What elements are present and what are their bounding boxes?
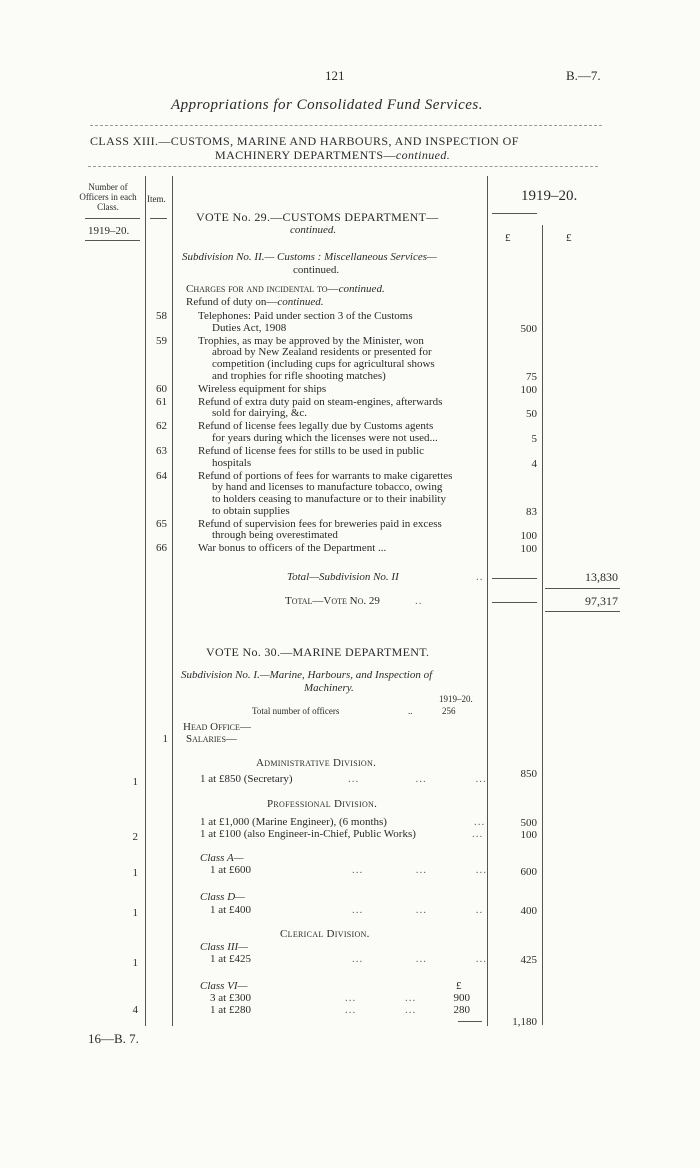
officer-count: 1	[132, 957, 138, 969]
page-title: Appropriations for Consolidated Fund Services.	[171, 97, 484, 113]
item-number: 59	[156, 334, 167, 347]
officer-count: 1	[132, 776, 138, 788]
item-description-line: competition (including cups for agricultural shows	[212, 357, 435, 370]
footer-signature: 16—B. 7.	[88, 1031, 139, 1046]
rule	[492, 213, 537, 214]
salary-amount: 400	[520, 905, 537, 917]
divider	[90, 125, 602, 126]
item-description-line: hospitals	[212, 456, 252, 469]
professional-division: Professional Division.	[267, 798, 378, 810]
item-number: 64	[156, 469, 167, 482]
leader-dots: ... ... ...	[348, 773, 487, 785]
item-description-line: by hand and licenses to manufacture tobacco, owing	[212, 481, 443, 494]
vote30-subdivision-cont: Machinery.	[304, 682, 354, 694]
column-rule	[145, 176, 146, 1026]
salary-line: 1 at £100 (also Engineer-in-Chief, Public Works)	[200, 828, 416, 840]
salary-subamount: 900	[453, 992, 470, 1004]
column-rule	[172, 176, 173, 1026]
salary-subamount: 280	[453, 1004, 470, 1016]
salary-line: 1 at £400	[210, 904, 251, 916]
class-vi-label: Class VI—	[200, 980, 248, 992]
item-description-line: Refund of supervision fees for breweries paid in excess	[198, 517, 442, 530]
salary-line: 1 at £425	[210, 953, 251, 965]
leader-dots: ... ... ..	[352, 904, 484, 916]
item-amount: 100	[520, 530, 537, 543]
leader-dots: ..	[408, 706, 413, 716]
item-description-line: Refund of portions of fees for warrants to make cigarettes	[198, 469, 453, 482]
leader-dots: ..	[415, 595, 423, 607]
rule	[545, 588, 620, 589]
officers-total-label: Total number of officers	[252, 706, 340, 716]
salary-amount: 425	[520, 954, 537, 966]
salaries-heading: Salaries—	[186, 733, 237, 745]
class-iii-label: Class III—	[200, 941, 248, 953]
salary-amount: 850	[520, 768, 537, 780]
item-amount: 100	[520, 383, 537, 396]
salary-line: 3 at £300	[210, 992, 251, 1004]
class-a-label: Class A—	[200, 852, 244, 864]
item-description-line: Telephones: Paid under section 3 of the Customs	[198, 310, 413, 322]
money-column-year: 1919–20.	[521, 188, 578, 204]
item-description-line: to obtain supplies	[212, 504, 290, 517]
pound-sign: £	[566, 232, 572, 244]
refund-heading: Refund of duty on—continued.	[186, 296, 324, 308]
item-amount: 83	[526, 505, 537, 518]
leader-dots: ... ...	[345, 1004, 417, 1016]
item-description-line: Wireless equipment for ships	[198, 382, 327, 395]
total-vote-amount: 97,317	[585, 594, 618, 608]
item-description-line: through being overestimated	[212, 529, 338, 542]
salary-line: 1 at £850 (Secretary)	[200, 773, 293, 785]
rule	[492, 602, 537, 603]
item-description-line: Trophies, as may be approved by the Minister, won	[198, 334, 424, 347]
total-vote-label: Total—Vote No. 29	[285, 595, 380, 607]
page-number: 121	[325, 68, 345, 83]
column-rule	[542, 225, 543, 1025]
officers-column-header: Number of Officers in each Class.	[79, 182, 137, 212]
head-office-heading: Head Office—	[183, 721, 251, 733]
item-number: 60	[156, 382, 167, 395]
charges-heading: Charges for and incidental to—continued.	[186, 283, 385, 295]
salary-amount: 500	[520, 817, 537, 829]
officer-count: 1	[132, 867, 138, 879]
administrative-division: Administrative Division.	[256, 757, 377, 769]
rule	[545, 611, 620, 612]
total-subdivision-label: Total—Subdivision No. II	[287, 571, 399, 583]
officers-year-small: 1919–20.	[439, 694, 473, 704]
leader-dots: ..	[476, 571, 484, 583]
item-number: 65	[156, 517, 167, 530]
salary-amount: 600	[520, 866, 537, 878]
item-number: 58	[156, 310, 167, 322]
vote29-continued: continued.	[290, 224, 337, 236]
item-number: 63	[156, 445, 167, 458]
rule	[492, 578, 537, 579]
divider	[88, 166, 598, 167]
item-amount: 50	[526, 408, 537, 421]
vote29-subdivision: Subdivision No. II.— Customs : Miscellaneous Services—	[182, 251, 437, 263]
item-description-line: Duties Act, 1908	[212, 321, 287, 334]
leader-dots: ...	[474, 816, 486, 828]
salary-amount: 100	[520, 829, 537, 841]
officers-total-count: 256	[442, 706, 456, 716]
salary-line: 1 at £280	[210, 1004, 251, 1016]
item-column-header: Item.	[147, 194, 166, 204]
officers-year: 1919–20.	[88, 225, 130, 237]
item-description-line: to holders ceasing to manufacture or to their inability	[212, 493, 446, 505]
class-heading-line2: MACHINERY DEPARTMENTS—continued.	[215, 148, 451, 162]
clerical-division: Clerical Division.	[280, 928, 370, 940]
officer-count: 2	[132, 831, 138, 843]
item-number: 61	[156, 395, 167, 408]
rule	[150, 218, 167, 219]
item-description-line: for years during which the licenses were not used...	[212, 432, 438, 444]
officer-count: 1	[132, 907, 138, 919]
document-reference: B.—7.	[566, 68, 601, 83]
item-number: 1	[162, 733, 168, 745]
item-description-line: War bonus to officers of the Department ...	[198, 542, 387, 555]
item-description-line: Refund of license fees for stills to be used in public	[198, 445, 425, 458]
officer-count: 4	[132, 1004, 138, 1016]
leader-dots: ... ...	[345, 992, 417, 1004]
item-amount: 100	[520, 543, 537, 556]
item-description-line: Refund of extra duty paid on steam-engines, afterwards	[198, 395, 443, 408]
vote29-title: VOTE No. 29.—CUSTOMS DEPARTMENT—	[196, 210, 439, 224]
item-amount: 4	[531, 457, 537, 470]
item-number: 66	[156, 542, 167, 555]
item-description-line: abroad by New Zealand residents or presented for	[212, 346, 432, 359]
vote30-subdivision: Subdivision No. I.—Marine, Harbours, and Inspection of	[181, 669, 433, 681]
vote29-subdivision-continued: continued.	[293, 264, 340, 276]
salary-line: 1 at £600	[210, 864, 251, 876]
rule	[85, 240, 140, 241]
class-heading-line1: CLASS XIII.—CUSTOMS, MARINE AND HARBOURS, AND INSPECTION OF	[90, 134, 519, 148]
item-description-line: Refund of license fees legally due by Customs agents	[198, 420, 434, 433]
total-subdivision-amount: 13,830	[585, 570, 618, 584]
rule	[458, 1021, 482, 1022]
salary-group-total: 1,180	[512, 1016, 537, 1028]
leader-dots: ... ... ...	[352, 953, 487, 965]
salary-line: 1 at £1,000 (Marine Engineer), (6 months)	[200, 816, 387, 828]
leader-dots: ... ... ...	[352, 864, 487, 876]
class-d-label: Class D—	[200, 891, 245, 903]
item-amount: 500	[520, 322, 537, 335]
column-rule	[487, 176, 488, 1026]
pound-sign: £	[456, 980, 462, 992]
leader-dots: ...	[472, 828, 484, 840]
item-description-line: sold for dairying, &c.	[212, 407, 308, 420]
item-amount: 5	[531, 433, 537, 445]
pound-sign: £	[505, 232, 511, 244]
item-number: 62	[156, 420, 167, 433]
item-description-line: and trophies for rifle shooting matches)	[212, 369, 386, 382]
rule	[85, 218, 140, 219]
item-amount: 75	[526, 370, 537, 383]
vote30-title: VOTE No. 30.—MARINE DEPARTMENT.	[206, 645, 430, 659]
